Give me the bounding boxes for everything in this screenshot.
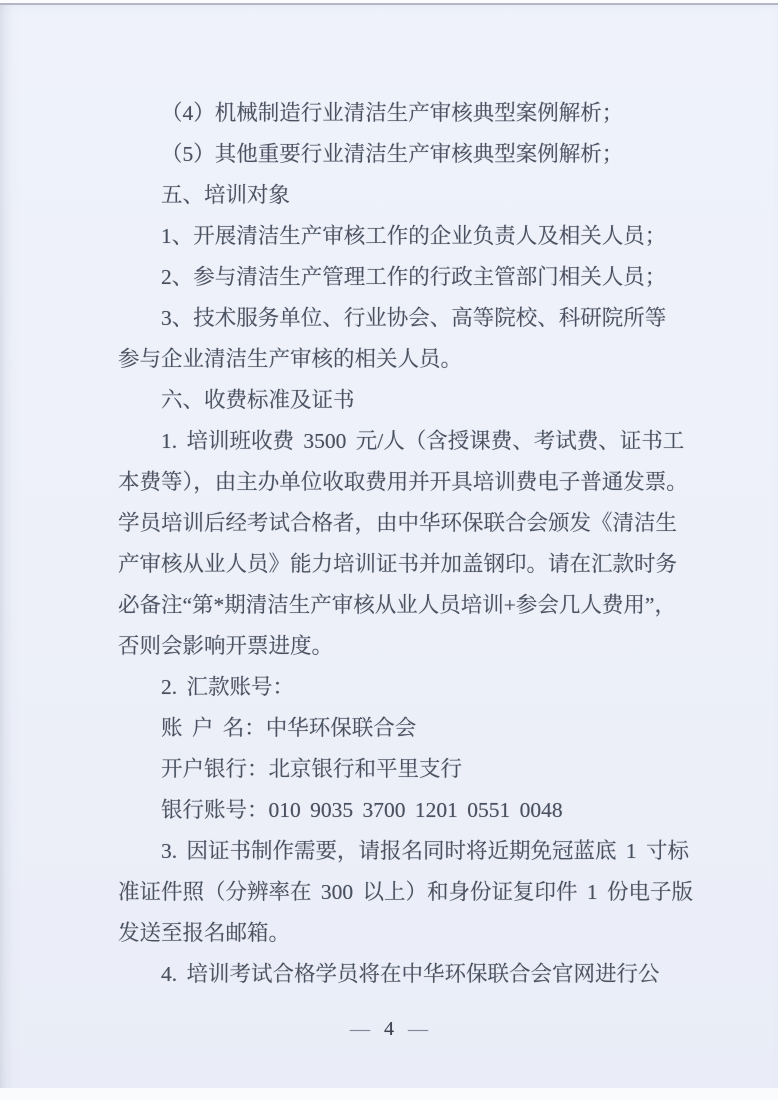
document-line: 开户银行：北京银行和平里支行 <box>161 757 463 781</box>
document-line: 2. 汇款账号： <box>161 675 295 699</box>
document-line: 参与企业清洁生产审核的相关人员。 <box>118 347 463 371</box>
footer-right-dash: — <box>408 1018 428 1040</box>
document-line: 4. 培训考试合格学员将在中华环保联合会官网进行公 <box>161 962 660 986</box>
document-line: 五、培训对象 <box>161 183 291 207</box>
document-line: （4）机械制造行业清洁生产审核典型案例解析； <box>161 101 624 125</box>
document-line: 3、技术服务单位、行业协会、高等院校、科研院所等 <box>161 306 667 330</box>
document-body <box>118 93 704 995</box>
document-line: 2、参与清洁生产管理工作的行政主管部门相关人员； <box>161 265 667 289</box>
footer-left-dash: — <box>350 1018 370 1040</box>
document-line: 准证件照（分辨率在 300 以上）和身份证复印件 1 份电子版 <box>118 880 694 904</box>
document-line: 学员培训后经考试合格者，由中华环保联合会颁发《清洁生 <box>118 511 678 535</box>
document-line: 1. 培训班收费 3500 元/人（含授课费、考试费、证书工 <box>161 429 685 453</box>
document-line: 3. 因证书制作需要，请报名同时将近期免冠蓝底 1 寸标 <box>161 839 690 863</box>
document-line: 本费等），由主办单位收取费用并开具培训费电子普通发票。 <box>118 470 688 494</box>
document-line: 六、收费标准及证书 <box>161 388 355 412</box>
document-line: 发送至报名邮箱。 <box>118 921 291 945</box>
document-line: 银行账号：010 9035 3700 1201 0551 0048 <box>161 798 563 822</box>
page-footer <box>0 1009 778 1050</box>
scan-edge-line <box>0 3 778 5</box>
document-line: 1、开展清洁生产审核工作的企业负责人及相关人员； <box>161 224 667 248</box>
document-line: 产审核从业人员》能力培训证书并加盖钢印。请在汇款时务 <box>118 552 678 576</box>
document-line: 必备注“第*期清洁生产审核从业人员培训+参会几人费用”， <box>118 593 676 617</box>
document-line: 否则会影响开票进度。 <box>118 634 334 658</box>
scan-edge-bottom <box>0 1088 778 1100</box>
document-line: （5）其他重要行业清洁生产审核典型案例解析； <box>161 142 624 166</box>
page-number: 4 <box>384 1018 394 1040</box>
document-line: 账 户 名：中华环保联合会 <box>161 716 417 740</box>
